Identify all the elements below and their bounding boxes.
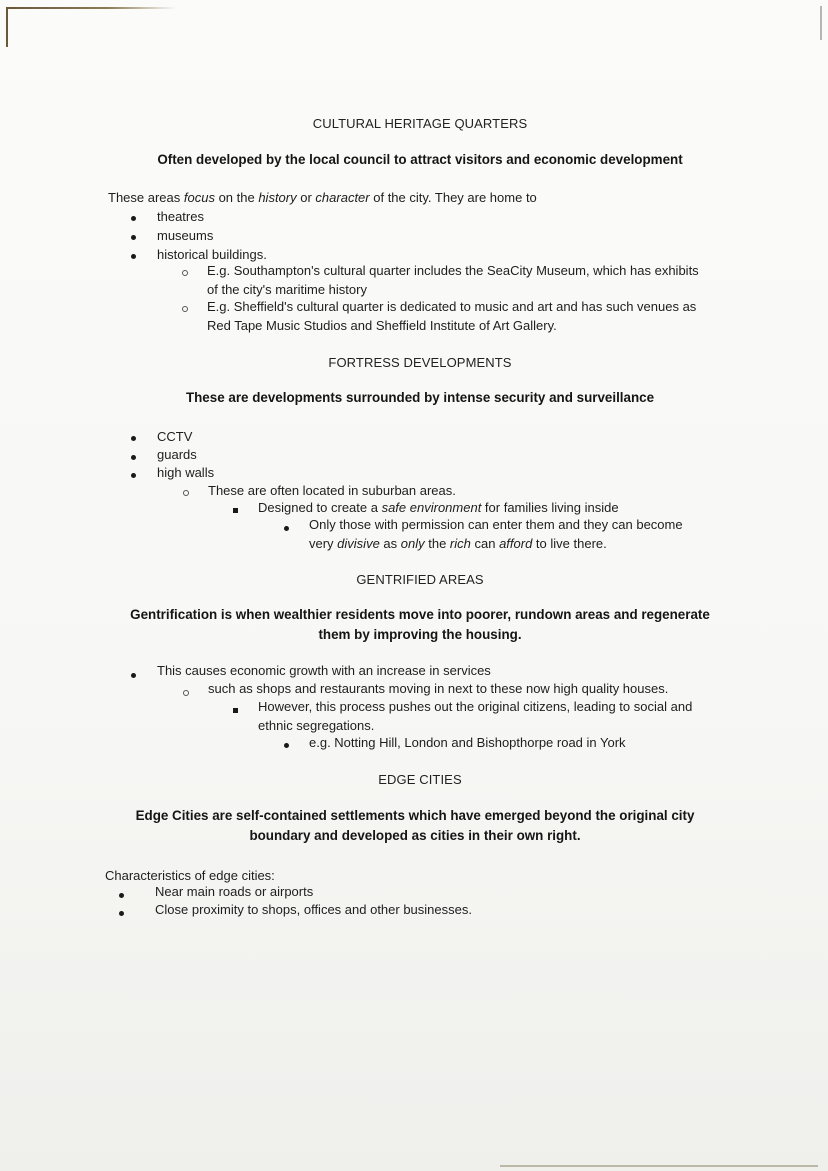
- section-subheading-gentrified-line1: Gentrification is when wealthier residents move into poorer, rundown areas and regenerate: [130, 607, 710, 622]
- text: the: [424, 536, 450, 551]
- text: These areas: [108, 190, 184, 205]
- list-item: Close proximity to shops, offices and other businesses.: [155, 902, 472, 917]
- list-item: E.g. Southampton's cultural quarter includes the SeaCity Museum, which has exhibits: [207, 263, 699, 278]
- intro-paragraph-cultural-heritage: [108, 190, 537, 205]
- hollow-bullet-icon: [182, 270, 188, 276]
- text: or: [296, 190, 316, 205]
- bullet-icon: [119, 911, 124, 916]
- bullet-icon: [284, 526, 289, 531]
- italic-text: history: [258, 190, 297, 205]
- hollow-bullet-icon: [183, 690, 189, 696]
- bullet-icon: [131, 455, 136, 460]
- italic-text: divisive: [337, 536, 380, 551]
- square-bullet-icon: [233, 708, 238, 713]
- bullet-icon: [131, 216, 136, 221]
- paper-edge-left: [6, 7, 8, 47]
- text: on the: [214, 190, 259, 205]
- italic-text: focus: [183, 190, 215, 205]
- text: of the city. They are home to: [369, 190, 537, 205]
- bullet-icon: [131, 436, 136, 441]
- list-item: E.g. Sheffield's cultural quarter is dedicated to music and art and has such venues as: [207, 299, 697, 314]
- list-item: theatres: [157, 209, 204, 224]
- italic-text: safe environment: [381, 500, 482, 515]
- bullet-icon: [131, 254, 136, 259]
- italic-text: afford: [499, 536, 533, 551]
- list-item-level3: [258, 499, 619, 517]
- paper-edge-bottom: [500, 1165, 818, 1167]
- section-subheading-edge-cities-line2: boundary and developed as cities in their own right.: [249, 828, 581, 843]
- list-item-level4-continuation: [309, 535, 607, 553]
- list-item-level3: However, this process pushes out the original citizens, leading to social and: [258, 699, 693, 714]
- list-item: guards: [157, 447, 197, 462]
- italic-text: only: [400, 536, 425, 551]
- text: Designed to create a: [258, 500, 382, 515]
- text: to live there.: [532, 536, 607, 551]
- list-item: high walls: [157, 465, 215, 480]
- list-item: museums: [157, 228, 214, 243]
- list-item-level3-continuation: ethnic segregations.: [258, 718, 375, 733]
- list-item-continuation: Red Tape Music Studios and Sheffield Institute of Art Gallery.: [207, 318, 557, 333]
- bullet-icon: [119, 893, 124, 898]
- section-heading-edge-cities: EDGE CITIES: [378, 772, 462, 787]
- section-heading-gentrified: GENTRIFIED AREAS: [356, 572, 484, 587]
- list-item: This causes economic growth with an increase in services: [157, 663, 491, 678]
- section-heading-cultural-heritage: CULTURAL HERITAGE QUARTERS: [312, 116, 528, 131]
- hollow-bullet-icon: [183, 490, 189, 496]
- text: can: [470, 536, 500, 551]
- list-item-level2: such as shops and restaurants moving in next to these now high quality houses.: [208, 681, 669, 696]
- text: for families living inside: [481, 500, 619, 515]
- hollow-bullet-icon: [182, 306, 188, 312]
- list-item-continuation: of the city's maritime history: [207, 282, 367, 297]
- section-subheading-edge-cities-line1: Edge Cities are self-contained settlements which have emerged beyond the original city: [135, 808, 695, 823]
- paper-edge-right: [820, 6, 822, 40]
- list-item: Near main roads or airports: [155, 884, 314, 899]
- square-bullet-icon: [233, 508, 238, 513]
- text: as: [379, 536, 401, 551]
- section-subheading-gentrified-line2: them by improving the housing.: [318, 627, 522, 642]
- list-item-level2: These are often located in suburban areas.: [208, 483, 456, 498]
- intro-paragraph-edge-cities: Characteristics of edge cities:: [105, 868, 275, 883]
- italic-text: rich: [449, 536, 471, 551]
- section-heading-fortress: FORTRESS DEVELOPMENTS: [328, 355, 512, 370]
- bullet-icon: [131, 235, 136, 240]
- section-subheading-fortress: These are developments surrounded by intense security and surveillance: [185, 390, 655, 405]
- list-item-level4: Only those with permission can enter them and they can become: [309, 517, 683, 532]
- section-subheading-cultural-heritage: Often developed by the local council to attract visitors and economic development: [157, 152, 683, 167]
- list-item-level4: e.g. Notting Hill, London and Bishopthorpe road in York: [309, 735, 626, 750]
- list-item: CCTV: [157, 429, 193, 444]
- text: very: [309, 536, 338, 551]
- bullet-icon: [131, 673, 136, 678]
- paper-edge-top: [6, 7, 176, 9]
- bullet-icon: [284, 743, 289, 748]
- list-item: historical buildings.: [157, 247, 267, 262]
- bullet-icon: [131, 473, 136, 478]
- italic-text: character: [315, 190, 370, 205]
